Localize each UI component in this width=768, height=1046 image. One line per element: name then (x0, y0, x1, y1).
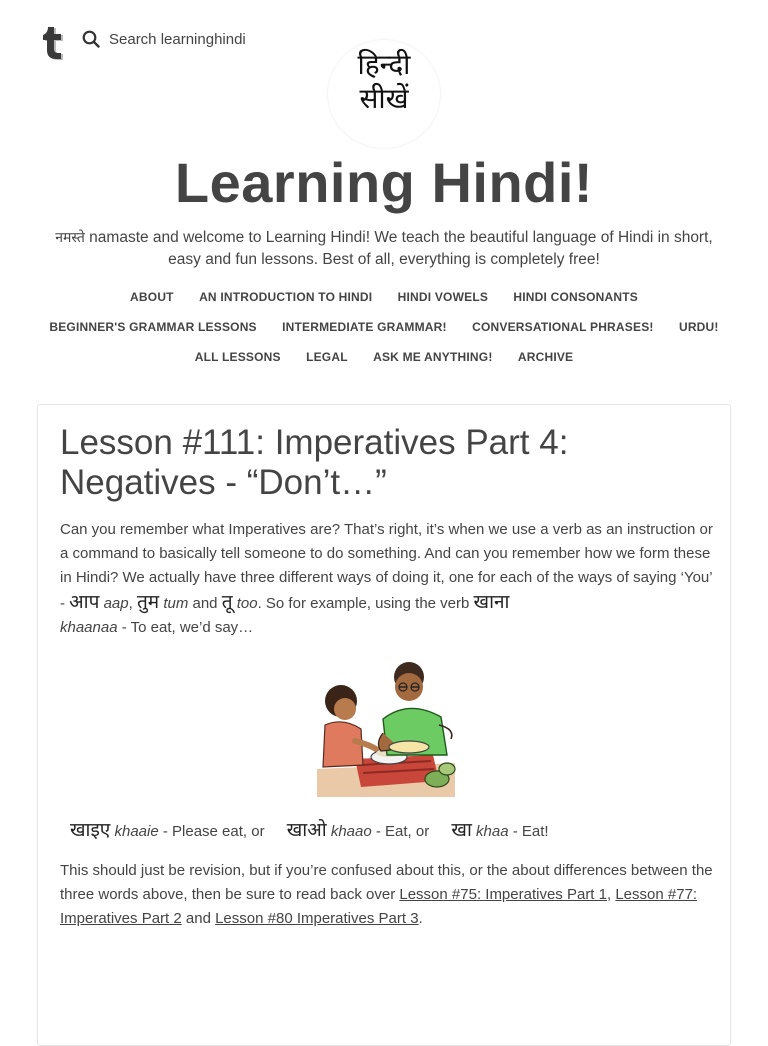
post-card (37, 404, 731, 1046)
example-khaaie-meaning: - Please eat, or (158, 823, 265, 840)
search-bar[interactable] (82, 30, 246, 48)
blog-description (50, 227, 718, 270)
imperative-examples (70, 816, 567, 842)
blog-avatar[interactable] (328, 40, 440, 148)
example-khaaie-hindi: खाइए (70, 819, 111, 841)
example-khaao-roman: khaao (330, 823, 372, 840)
p1-comma: , (128, 595, 137, 612)
tumblr-logo-link[interactable] (36, 24, 68, 60)
post-paragraph-3 (60, 859, 715, 931)
example-khaa (451, 816, 548, 842)
nav-item-about[interactable]: ABOUT (130, 290, 174, 304)
nav-item-consonants[interactable]: HINDI CONSONANTS (513, 290, 638, 304)
p1-and: and (188, 595, 222, 612)
p1-too-hindi: तू (221, 591, 233, 613)
nav-item-legal[interactable]: LEGAL (306, 350, 348, 364)
example-khaao-hindi: खाओ (286, 819, 327, 841)
nav-row-3 (0, 350, 768, 364)
description-text: namaste and welcome to Learning Hindi! We teach the beautiful language of Hindi in short, easy and fun lessons. Best of all, everything is completely free! (84, 229, 713, 268)
post-paragraph-1 (60, 518, 715, 640)
p1-aap-roman: aap (103, 595, 129, 612)
example-khaa-hindi: खा (451, 819, 472, 841)
nav-item-ask-me-anything[interactable]: ASK ME ANYTHING! (373, 350, 493, 364)
post-title[interactable]: Lesson #111: Imperatives Part 4: Negatives - “Don’t…” (60, 423, 569, 502)
nav-row-2 (0, 320, 768, 334)
p1-khaana-roman: khaanaa (60, 619, 118, 636)
lesson-75-link[interactable]: Lesson #75: Imperatives Part 1 (399, 886, 607, 903)
lesson-80-link[interactable]: Lesson #80 Imperatives Part 3 (215, 910, 419, 927)
nav-row-1 (0, 290, 768, 304)
p1-tum-roman: tum (163, 595, 189, 612)
p1-too-roman: too (236, 595, 258, 612)
description-hindi: नमस्ते (55, 230, 85, 246)
search-icon (82, 30, 100, 48)
tumblr-logo-icon (36, 24, 68, 60)
lesson-77-link[interactable]: Lesson #77: Imperatives Part 2 (60, 886, 698, 927)
example-khaaie-roman: khaaie (114, 823, 159, 840)
p3-text: This should just be revision, but if you’re confused about this, or the about differences between the three words above, then be sure to read back over (60, 862, 713, 903)
avatar-text: हिन्दी सीखें (357, 48, 411, 115)
p1-tum-hindi: तुम (136, 591, 160, 613)
example-khaa-meaning: - Eat! (508, 823, 549, 840)
p1-text-2: . So for example, using the verb (257, 595, 474, 612)
example-khaaie (70, 816, 265, 842)
nav-item-intermediate-grammar[interactable]: INTERMEDIATE GRAMMAR! (282, 320, 447, 334)
eating-illustration (315, 659, 457, 797)
nav-item-all-lessons[interactable]: ALL LESSONS (194, 350, 281, 364)
example-khaao (287, 816, 429, 842)
blog-title[interactable]: Learning Hindi! (174, 151, 594, 214)
example-khaa-roman: khaa (476, 823, 509, 840)
search-input[interactable]: Search learninghindi (109, 30, 246, 48)
p3-comma: , (607, 886, 616, 903)
nav-item-vowels[interactable]: HINDI VOWELS (397, 290, 489, 304)
p3-and: and (181, 910, 216, 927)
p1-text-3: - To eat, we’d say… (117, 619, 254, 636)
p1-khaana-hindi: खाना (473, 591, 510, 613)
example-khaao-meaning: - Eat, or (371, 823, 430, 840)
p3-end: . (418, 910, 423, 927)
nav-item-introduction[interactable]: AN INTRODUCTION TO HINDI (199, 290, 373, 304)
p1-aap-hindi: आप (69, 591, 100, 613)
nav-item-beginner-grammar[interactable]: BEGINNER'S GRAMMAR LESSONS (49, 320, 257, 334)
nav-item-archive[interactable]: ARCHIVE (517, 350, 574, 364)
nav-item-urdu[interactable]: URDU! (678, 320, 719, 334)
p1-text-1: Can you remember what Imperatives are? That’s right, it’s when we use a verb as an instruction or a command to basically tell someone to do something. And can you remember how we form these in Hindi? We actually have three different ways of doing it, one for each of the ways of saying ‘You’ - (60, 521, 713, 612)
nav-item-conversational-phrases[interactable]: CONVERSATIONAL PHRASES! (472, 320, 654, 334)
